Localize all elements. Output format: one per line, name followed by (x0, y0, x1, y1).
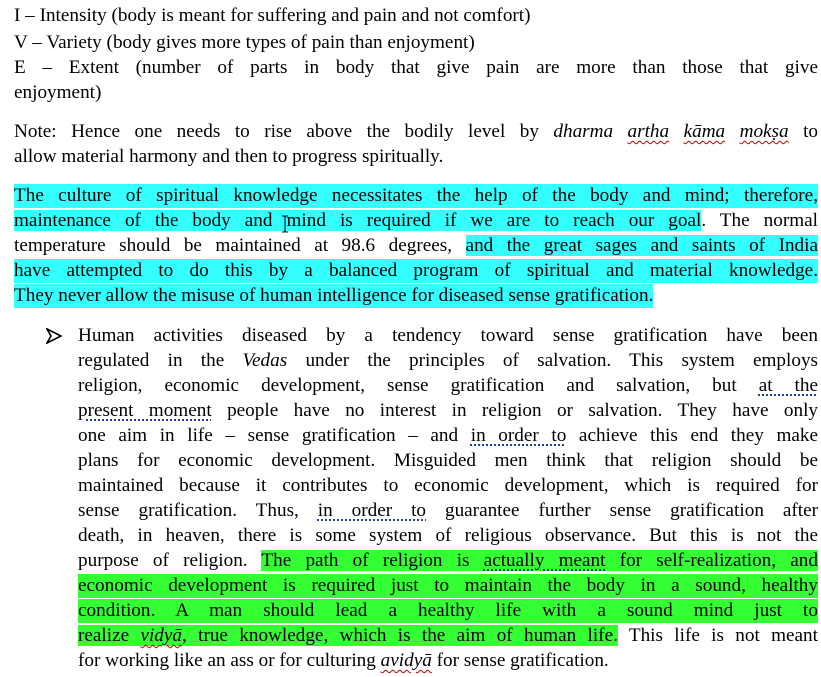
list-item-extent: E – Extent (number of parts in body that give pain are more than those that give (14, 57, 818, 78)
bullet-text: under the principles of salvation. This system employs (287, 350, 819, 371)
grammar-flag: in order to (317, 500, 427, 521)
note-text-end: to (788, 121, 818, 142)
term-kama: kāma (683, 121, 726, 142)
highlight-green (78, 625, 618, 646)
bullet-line-4 (78, 399, 818, 423)
bullet-text: for sense gratification. (431, 650, 609, 671)
bullet-line-2 (78, 349, 818, 373)
term-avidya: avidyā (380, 650, 432, 671)
term-moksa: mokṣa (739, 121, 789, 142)
para-line-4: have attempted to do this by a balanced program of spiritual and material knowledge. (14, 260, 818, 281)
list-item-intensity: I – Intensity (body is meant for suffering and pain and not comfort) (14, 5, 531, 26)
bullet-text: people have no interest in religion or salvation. They have only (211, 400, 818, 421)
para-text: temperature should be maintained at 98.6 degrees, (14, 235, 466, 256)
bullet-text: The path of religion is (261, 550, 484, 571)
bullet-text: purpose of religion. (78, 550, 262, 571)
bullet-line-8 (78, 499, 818, 523)
bullet-line-13 (78, 624, 818, 648)
para-line-1: The culture of spiritual knowledge necessitates the help of the body and mind; therefore, (14, 185, 818, 206)
bullet-text: realize (78, 625, 141, 646)
bullet-line-14 (78, 649, 609, 673)
bullet-line-12: condition. A man should lead a healthy life with a sound mind just to (78, 600, 818, 621)
term-vedas: Vedas (242, 350, 288, 371)
grammar-flag: at the (758, 375, 818, 396)
bullet-line-6: plans for economic development. Misguided men think that religion should be (78, 450, 818, 471)
bullet-text: for self-realization, and (605, 550, 818, 571)
bullet-text: one aim in life – sense gratification – and (78, 425, 471, 446)
note-line-1 (14, 120, 818, 144)
grammar-flag: in order to (470, 425, 567, 446)
bullet-text: achieve this end they make (566, 425, 818, 446)
highlight-green (261, 550, 818, 571)
note-text: Note: Hence one needs to rise above the bodily level by (14, 121, 554, 142)
para-text: . The normal (701, 210, 818, 231)
bullet-text: , true knowledge, which is the aim of human life. (182, 625, 618, 646)
term-dharma: dharma (553, 121, 614, 142)
bullet-line-11: economic development is required just to maintain the body in a sound, healthy (78, 575, 818, 596)
bullet-text: religion, economic development, sense gratification and salvation, but (78, 375, 759, 396)
bullet-line-9: death, in heaven, there is some system of religious observance. But this is not the (78, 525, 818, 546)
para-line-3 (14, 234, 818, 258)
para-line-2 (14, 209, 818, 233)
bullet-line-7: maintained because it contributes to economic development, which is required for (78, 475, 818, 496)
bullet-line-1: Human activities diseased by a tendency toward sense gratification have been (78, 325, 818, 346)
arrowhead-bullet-icon (46, 328, 62, 344)
bullet-text: This life is not meant (617, 625, 818, 646)
term-artha: artha (627, 121, 670, 142)
bullet-text: regulated in the (78, 350, 243, 371)
bullet-text: guarantee further sense gratification after (426, 500, 818, 521)
bullet-line-10 (78, 549, 818, 573)
list-item-extent-cont: enjoyment) (14, 82, 102, 103)
bullet-line-5 (78, 424, 818, 448)
para-line-5: They never allow the misuse of human intelligence for diseased sense gratification. (14, 285, 654, 306)
term-vidya: vidyā (140, 625, 182, 646)
bullet-line-3 (78, 374, 818, 398)
bullet-text: sense gratification. Thus, (78, 500, 318, 521)
text-cursor-icon (281, 215, 289, 233)
highlight-cyan: and the great sages and saints of India (465, 235, 818, 256)
grammar-flag: actually meant (483, 550, 606, 571)
note-line-2: allow material harmony and then to progress spiritually. (14, 146, 444, 167)
list-item-variety: V – Variety (body gives more types of pain than enjoyment) (14, 32, 475, 53)
bullet-text: for working like an ass or for culturing (78, 650, 381, 671)
grammar-flag: present moment (78, 400, 212, 421)
highlight-cyan: maintenance of the body and mind is required if we are to reach our goal (14, 210, 702, 231)
